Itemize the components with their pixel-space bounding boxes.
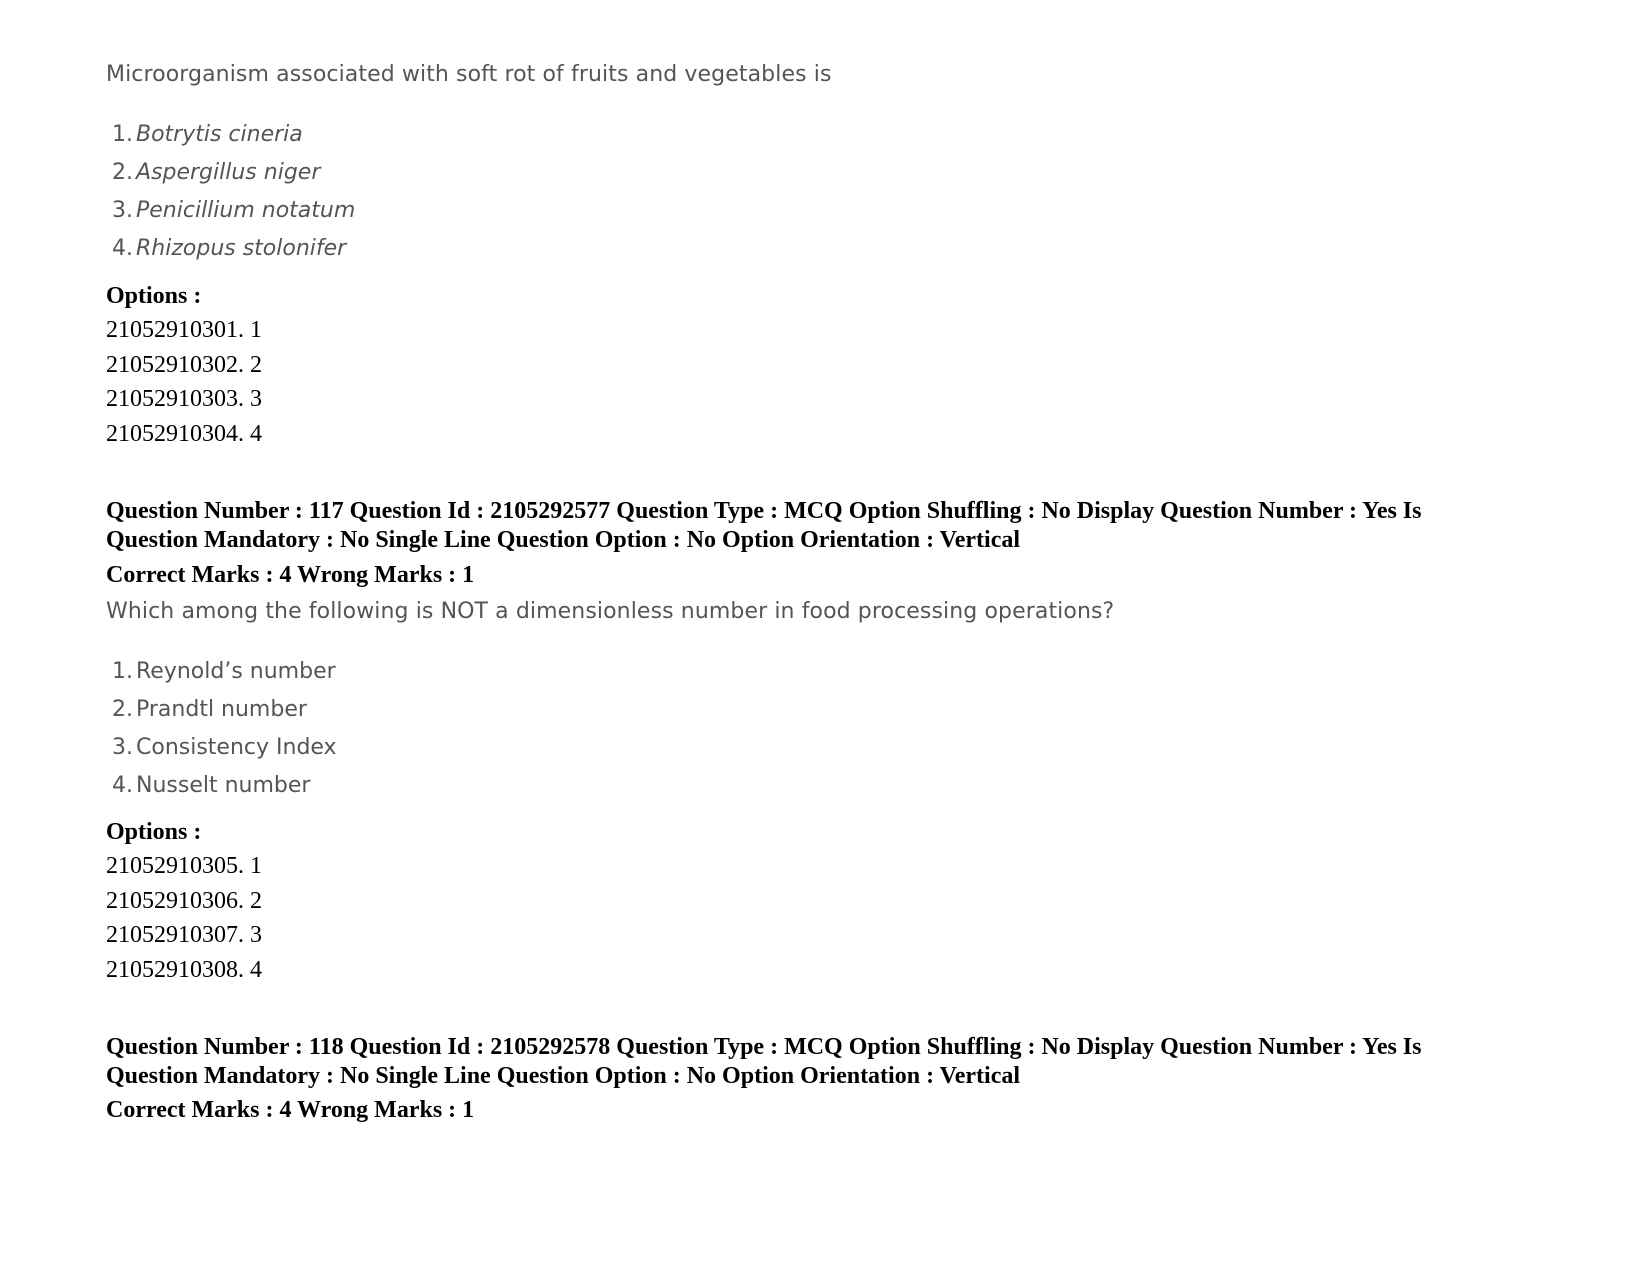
q117-option: 21052910306. 2 bbox=[106, 887, 262, 914]
q116-options-list bbox=[106, 313, 262, 451]
q117-options-list bbox=[106, 849, 262, 987]
q116-options-label: Options : bbox=[106, 283, 202, 309]
q116-choice: 3. Penicillium notatum bbox=[112, 198, 356, 223]
q117-marks: Correct Marks : 4 Wrong Marks : 1 bbox=[106, 562, 475, 588]
q116-choice: 1. Botrytis cineria bbox=[112, 122, 303, 147]
q117-option: 21052910308. 4 bbox=[106, 956, 262, 983]
q117-options-label: Options : bbox=[106, 819, 202, 845]
q117-choice: 3. Consistency Index bbox=[112, 735, 337, 760]
q116-option: 21052910301. 1 bbox=[106, 317, 262, 343]
q117-choice: 4. Nusselt number bbox=[112, 773, 311, 798]
q116-option: 21052910302. 2 bbox=[106, 351, 262, 378]
q118-meta-line1: Question Number : 118 Question Id : 2105292578 Question Type : MCQ Option Shuffling : No Display Question Number : Yes Is bbox=[106, 1034, 1422, 1060]
q117-choice-list bbox=[112, 653, 337, 805]
q117-option: 21052910307. 3 bbox=[106, 922, 262, 948]
q116-stem: Microorganism associated with soft rot of fruits and vegetables is bbox=[106, 62, 832, 87]
q116-choice-list bbox=[112, 116, 355, 268]
q117-choice: 2. Prandtl number bbox=[112, 697, 307, 722]
q116-option: 21052910303. 3 bbox=[106, 386, 262, 412]
q118-marks: Correct Marks : 4 Wrong Marks : 1 bbox=[106, 1097, 475, 1123]
q118-meta-line2: Question Mandatory : No Single Line Question Option : No Option Orientation : Vertical bbox=[106, 1063, 1021, 1089]
q117-meta-line1: Question Number : 117 Question Id : 2105292577 Question Type : MCQ Option Shuffling : No Display Question Number : Yes Is bbox=[106, 498, 1422, 524]
q117-option: 21052910305. 1 bbox=[106, 853, 262, 879]
q116-choice: 4. Rhizopus stolonifer bbox=[112, 236, 347, 261]
q116-choice: 2. Aspergillus niger bbox=[112, 160, 321, 185]
q116-option: 21052910304. 4 bbox=[106, 420, 262, 447]
q117-stem: Which among the following is NOT a dimensionless number in food processing operations? bbox=[106, 599, 1115, 624]
q117-meta-line2: Question Mandatory : No Single Line Question Option : No Option Orientation : Vertical bbox=[106, 527, 1021, 553]
q117-choice: 1. Reynold’s number bbox=[112, 659, 336, 684]
